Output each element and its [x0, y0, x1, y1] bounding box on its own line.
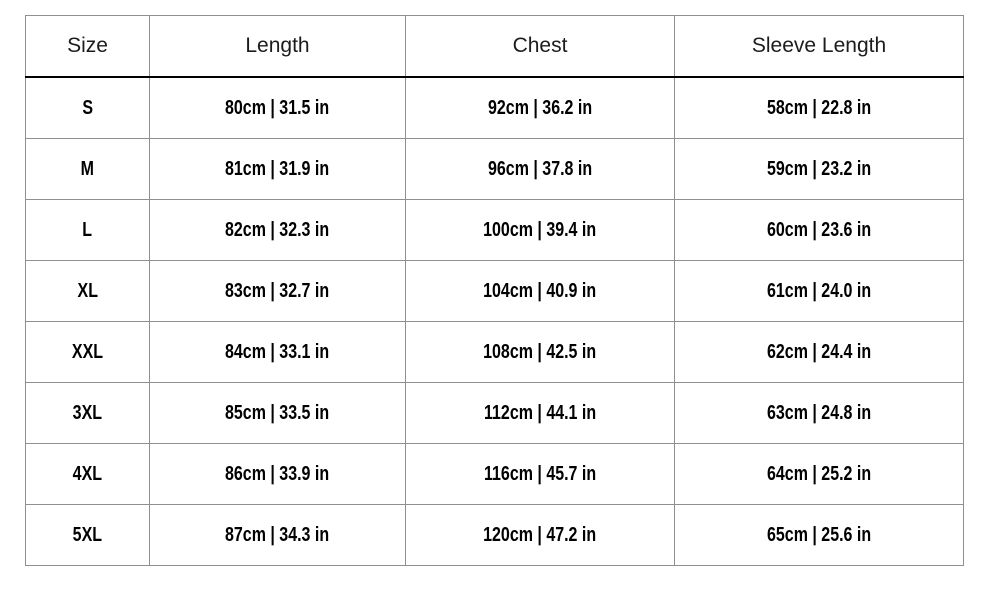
size-cell [26, 322, 150, 383]
sleeve-length-value: 64cm | 25.2 in [766, 462, 872, 485]
table-row [26, 383, 964, 444]
column-header-sleeve-length: Sleeve Length [675, 16, 964, 78]
table-row [26, 444, 964, 505]
sleeve-length-cell [675, 139, 964, 200]
length-value: 80cm | 31.5 in [225, 96, 330, 119]
chest-cell [406, 200, 675, 261]
sleeve-length-cell [675, 505, 964, 566]
size-value: XXL [71, 340, 104, 363]
sleeve-length-value: 65cm | 25.6 in [766, 523, 872, 546]
sleeve-length-value: 61cm | 24.0 in [766, 279, 872, 302]
chest-value: 116cm | 45.7 in [483, 462, 597, 485]
sleeve-length-cell [675, 77, 964, 139]
length-cell [150, 200, 406, 261]
column-header-size: Size [26, 16, 150, 78]
length-cell [150, 383, 406, 444]
length-value: 87cm | 34.3 in [225, 523, 330, 546]
length-cell [150, 261, 406, 322]
table-row [26, 77, 964, 139]
length-value: 86cm | 33.9 in [225, 462, 330, 485]
size-chart-table [25, 15, 964, 566]
size-value: M [80, 157, 95, 180]
length-cell [150, 505, 406, 566]
sleeve-length-cell [675, 383, 964, 444]
chest-value: 112cm | 44.1 in [483, 401, 597, 424]
chest-cell [406, 322, 675, 383]
size-value: 5XL [72, 523, 103, 546]
table-row [26, 505, 964, 566]
table-row [26, 261, 964, 322]
chest-value: 108cm | 42.5 in [483, 340, 597, 363]
chest-cell [406, 261, 675, 322]
size-cell [26, 444, 150, 505]
chest-cell [406, 505, 675, 566]
chest-value: 92cm | 36.2 in [487, 96, 593, 119]
length-cell [150, 77, 406, 139]
sleeve-length-value: 62cm | 24.4 in [766, 340, 872, 363]
sleeve-length-value: 59cm | 23.2 in [766, 157, 872, 180]
size-cell [26, 505, 150, 566]
chest-cell [406, 444, 675, 505]
chest-cell [406, 77, 675, 139]
sleeve-length-cell [675, 444, 964, 505]
length-value: 84cm | 33.1 in [225, 340, 330, 363]
size-value: S [82, 96, 93, 119]
length-value: 81cm | 31.9 in [225, 157, 330, 180]
length-value: 82cm | 32.3 in [225, 218, 330, 241]
column-header-length: Length [150, 16, 406, 78]
table-row [26, 139, 964, 200]
table-row [26, 322, 964, 383]
chest-value: 120cm | 47.2 in [483, 523, 597, 546]
chest-cell [406, 383, 675, 444]
size-cell [26, 77, 150, 139]
chest-value: 96cm | 37.8 in [487, 157, 593, 180]
chest-value: 104cm | 40.9 in [483, 279, 597, 302]
header-row [26, 16, 964, 78]
chest-value: 100cm | 39.4 in [483, 218, 597, 241]
size-cell [26, 200, 150, 261]
size-cell [26, 383, 150, 444]
length-value: 83cm | 32.7 in [225, 279, 330, 302]
sleeve-length-cell [675, 261, 964, 322]
length-cell [150, 322, 406, 383]
sleeve-length-value: 58cm | 22.8 in [766, 96, 872, 119]
length-cell [150, 139, 406, 200]
size-value: L [82, 218, 93, 241]
column-header-chest: Chest [406, 16, 675, 78]
size-value: XL [77, 279, 98, 302]
sleeve-length-cell [675, 322, 964, 383]
length-cell [150, 444, 406, 505]
sleeve-length-value: 60cm | 23.6 in [766, 218, 872, 241]
size-value: 3XL [72, 401, 103, 424]
size-cell [26, 261, 150, 322]
size-value: 4XL [72, 462, 103, 485]
size-cell [26, 139, 150, 200]
sleeve-length-cell [675, 200, 964, 261]
sleeve-length-value: 63cm | 24.8 in [766, 401, 872, 424]
table-row [26, 200, 964, 261]
chest-cell [406, 139, 675, 200]
length-value: 85cm | 33.5 in [225, 401, 330, 424]
